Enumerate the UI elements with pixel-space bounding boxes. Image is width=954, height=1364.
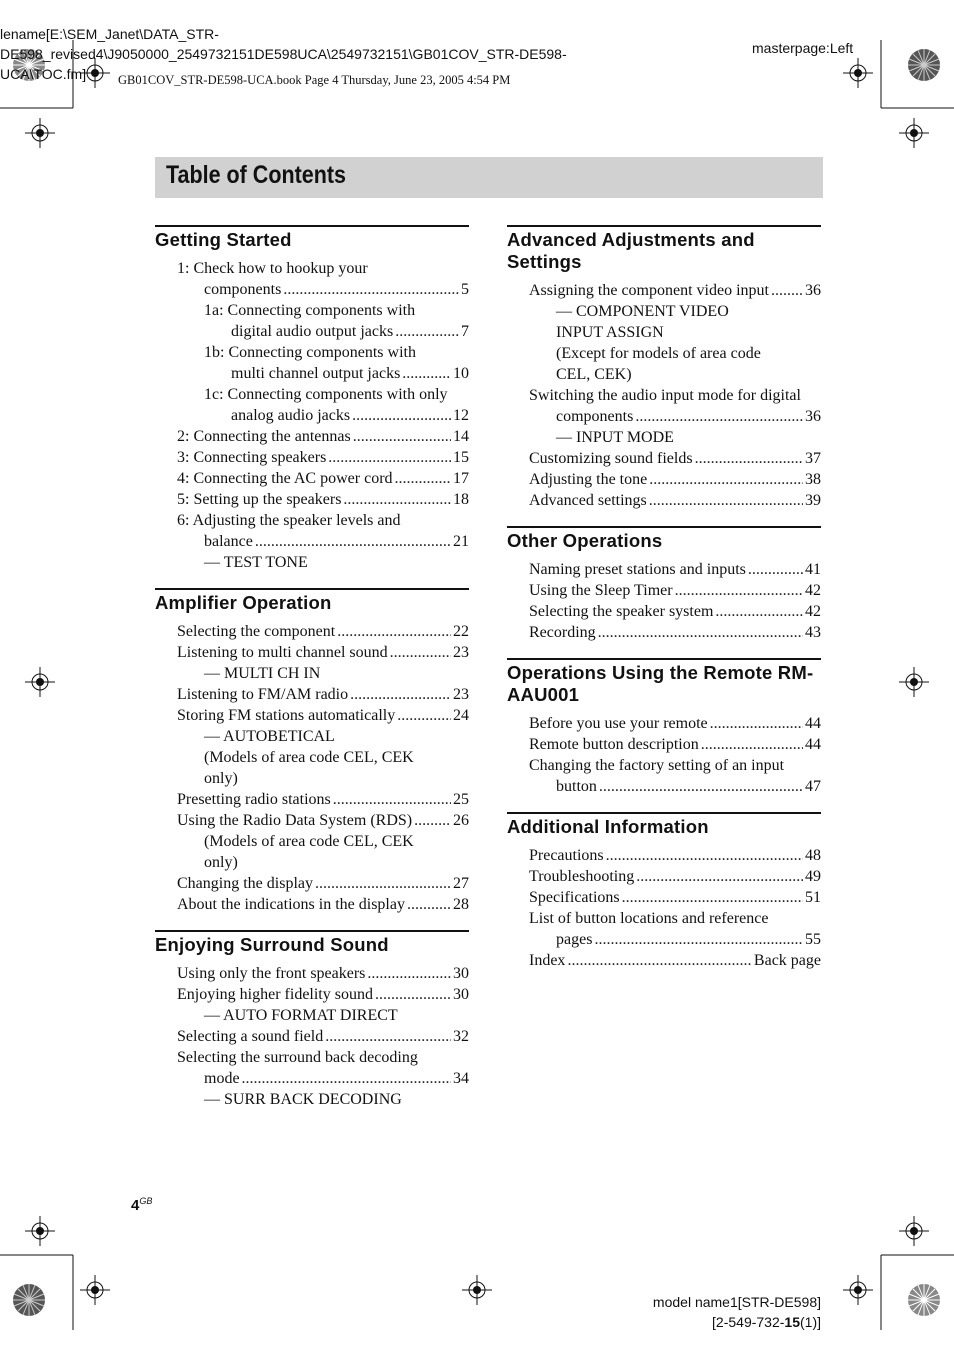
dot-leader [242, 1068, 451, 1089]
toc-page-number: 36 [805, 408, 821, 425]
toc-entry-line [177, 873, 469, 894]
toc-entry-note: — SURR BACK DECODING [204, 1091, 402, 1108]
model-footer [653, 1292, 821, 1332]
dot-leader [397, 705, 451, 726]
toc-entry-text: mode [204, 1070, 240, 1087]
toc-page-number: 48 [805, 847, 821, 864]
toc-entry-text: 3: Connecting speakers [177, 449, 327, 466]
toc-entry[interactable] [507, 755, 821, 797]
toc-page-number: 14 [453, 428, 469, 445]
toc-page-number: 32 [453, 1028, 469, 1045]
toc-page-number: 30 [453, 965, 469, 982]
toc-entry[interactable] [155, 426, 469, 447]
toc-entry-text: About the indications in the display [177, 896, 405, 913]
toc-entry-line [177, 894, 469, 915]
toc-entry-text: components [204, 281, 282, 298]
toc-entry-line [204, 405, 469, 426]
dot-leader [402, 363, 451, 384]
toc-entry[interactable] [507, 866, 821, 887]
toc-entry-text: pages [556, 931, 593, 948]
toc-entry[interactable] [507, 490, 821, 511]
toc-entry[interactable] [155, 1026, 469, 1047]
toc-entry-note: — TEST TONE [204, 554, 308, 571]
toc-section [155, 588, 469, 915]
toc-entry[interactable] [507, 580, 821, 601]
dot-leader [325, 1026, 451, 1047]
page-number [131, 1196, 152, 1214]
toc-entry-text: Listening to FM/AM radio [177, 686, 349, 703]
toc-entry[interactable] [507, 385, 821, 427]
toc-entry[interactable] [155, 963, 469, 984]
dot-leader [599, 776, 803, 797]
toc-entry[interactable] [155, 810, 469, 831]
file-path-line: DE598_revised4\J9050000_2549732151DE598UCA\2549732151\GB01COV_STR-DE598- [0, 46, 567, 62]
toc-entry-note: only) [204, 854, 238, 871]
toc-entry-text: digital audio output jacks [231, 323, 394, 340]
toc-entry-text: multi channel output jacks [231, 365, 401, 382]
registration-crosshair-icon [25, 1216, 55, 1246]
toc-entry-line [529, 734, 821, 755]
dot-leader [622, 887, 803, 908]
registration-crosshair-icon [899, 1216, 929, 1246]
dot-leader [395, 468, 451, 489]
toc-page-number: 18 [453, 491, 469, 508]
toc-page-number: Back page [753, 952, 821, 969]
toc-page-number: 41 [805, 561, 821, 578]
toc-entry-line [529, 385, 821, 406]
toc-entry-text: Index [529, 952, 566, 969]
masterpage-label: masterpage:Left [752, 40, 854, 56]
starburst-mark-icon [12, 1283, 46, 1317]
toc-entry-line [177, 489, 469, 510]
toc-entry-line [529, 755, 821, 776]
toc-page-number: 26 [453, 812, 469, 829]
starburst-mark-icon [907, 48, 941, 82]
toc-entry[interactable] [507, 887, 821, 908]
toc-page-number: 44 [805, 715, 821, 732]
toc-entry[interactable] [155, 705, 469, 726]
toc-entry-text: Switching the audio input mode for digital [529, 387, 801, 404]
toc-entry-line [529, 887, 821, 908]
toc-entry-line [529, 622, 821, 643]
toc-entry-line [204, 384, 469, 405]
toc-entry-line [177, 447, 469, 468]
toc-entry-line [177, 531, 469, 552]
toc-page-number: 21 [453, 533, 469, 550]
toc-entry[interactable] [155, 342, 469, 384]
toc-entry-text: Using the Radio Data System (RDS) [177, 812, 413, 829]
toc-entry[interactable] [155, 384, 469, 426]
registration-crosshair-icon [899, 118, 929, 148]
toc-entry[interactable] [155, 489, 469, 510]
toc-entry-text: Selecting the speaker system [529, 603, 714, 620]
toc-entry-text: Troubleshooting [529, 868, 635, 885]
toc-entry-line [177, 1068, 469, 1089]
toc-section [507, 658, 821, 797]
toc-entry-text: balance [204, 533, 253, 550]
toc-entry-line [529, 950, 821, 971]
toc-entry-text: Assigning the component video input [529, 282, 769, 299]
toc-entry-line [177, 984, 469, 1005]
toc-entry[interactable] [507, 908, 821, 950]
toc-entry-line [177, 279, 469, 300]
dot-leader [315, 873, 451, 894]
dot-leader [636, 866, 803, 887]
toc-page-number: 42 [805, 582, 821, 599]
toc-entry-text: 5: Setting up the speakers [177, 491, 342, 508]
toc-entry[interactable] [507, 734, 821, 755]
toc-entry-line [177, 510, 469, 531]
section-heading: Getting Started [155, 229, 292, 250]
dot-leader [649, 469, 803, 490]
dot-leader [367, 963, 451, 984]
toc-section [155, 930, 469, 1110]
toc-entry-line [529, 469, 821, 490]
toc-entry-text: Precautions [529, 847, 604, 864]
dot-leader [333, 789, 451, 810]
toc-entry-line [177, 621, 469, 642]
toc-page-number: 10 [453, 365, 469, 382]
dot-leader [343, 489, 451, 510]
toc-entry-text: 1a: Connecting components with [204, 302, 416, 319]
toc-entry-text: Using only the front speakers [177, 965, 366, 982]
toc-entry[interactable] [155, 447, 469, 468]
toc-entry-line [177, 642, 469, 663]
toc-section [507, 225, 821, 511]
dot-leader [598, 622, 803, 643]
toc-entry-note: (Except for models of area code [556, 345, 761, 362]
toc-entry-text: Selecting the surround back decoding [177, 1049, 418, 1066]
toc-entry-text: Naming preset stations and inputs [529, 561, 746, 578]
toc-entry-text: Adjusting the tone [529, 471, 648, 488]
dot-leader [748, 559, 803, 580]
toc-page-number: 5 [461, 281, 469, 298]
toc-page-number: 47 [805, 778, 821, 795]
toc-page-number: 24 [453, 707, 469, 724]
dot-leader [255, 531, 451, 552]
toc-page-number: 27 [453, 875, 469, 892]
registration-crosshair-icon [843, 58, 873, 88]
toc-entry-text: Enjoying higher fidelity sound [177, 986, 373, 1003]
dot-leader [594, 929, 803, 950]
dot-leader [715, 601, 803, 622]
section-heading: Additional Information [507, 816, 709, 837]
page-title: Table of Contents [166, 161, 346, 189]
dot-leader [635, 406, 803, 427]
toc-entry-line [529, 845, 821, 866]
toc-entry-line [204, 342, 469, 363]
toc-section [507, 812, 821, 971]
toc-entry-text: Recording [529, 624, 596, 641]
toc-entry-note: CEL, CEK) [556, 366, 632, 383]
dot-leader [675, 580, 803, 601]
toc-entry-line [529, 713, 821, 734]
dot-leader [337, 621, 451, 642]
toc-page-number: 37 [805, 450, 821, 467]
dot-leader [328, 447, 451, 468]
dot-leader [352, 405, 451, 426]
toc-page-number: 25 [453, 791, 469, 808]
toc-entry-text: Storing FM stations automatically [177, 707, 396, 724]
dot-leader [701, 734, 803, 755]
toc-entry-line [529, 601, 821, 622]
dot-leader [606, 845, 803, 866]
toc-entry-line [177, 1026, 469, 1047]
toc-page-number: 55 [805, 931, 821, 948]
toc-page-number: 12 [453, 407, 469, 424]
toc-entry-text: components [556, 408, 634, 425]
registration-crosshair-icon [462, 1275, 492, 1305]
dot-leader [353, 426, 451, 447]
toc-page-number: 38 [805, 471, 821, 488]
toc-entry[interactable] [507, 448, 821, 469]
toc-entry[interactable] [155, 510, 469, 552]
toc-page-number: 43 [805, 624, 821, 641]
dot-leader [350, 684, 451, 705]
toc-page-number: 36 [805, 282, 821, 299]
toc-entry-note: only) [204, 770, 238, 787]
dot-leader [395, 321, 459, 342]
toc-page-number: 30 [453, 986, 469, 1003]
toc-entry-line [204, 300, 469, 321]
page-number-suffix: GB [139, 1196, 153, 1206]
dot-leader [283, 279, 459, 300]
toc-section [155, 225, 469, 573]
toc-entry[interactable] [155, 468, 469, 489]
toc-entry-text: List of button locations and reference [529, 910, 769, 927]
toc-entry-line [177, 705, 469, 726]
toc-entry[interactable] [507, 950, 821, 971]
toc-entry-text: Listening to multi channel sound [177, 644, 388, 661]
toc-entry[interactable] [507, 469, 821, 490]
toc-page-number: 34 [453, 1070, 469, 1087]
toc-entry-text: 1: Check how to hookup your [177, 260, 368, 277]
toc-entry-text: 6: Adjusting the speaker levels and [177, 512, 401, 529]
toc-entry-line [177, 963, 469, 984]
toc-entry-line [529, 280, 821, 301]
dot-leader [375, 984, 451, 1005]
toc-entry[interactable] [507, 845, 821, 866]
registration-crosshair-icon [80, 1275, 110, 1305]
toc-entry[interactable] [155, 621, 469, 642]
toc-entry[interactable] [155, 1047, 469, 1089]
toc-entry-note: — INPUT MODE [556, 429, 674, 446]
toc-entry-line [529, 929, 821, 950]
toc-entry-line [529, 580, 821, 601]
dot-leader [695, 448, 803, 469]
toc-entry-text: Specifications [529, 889, 620, 906]
toc-entry-line [529, 490, 821, 511]
toc-entry-line [177, 258, 469, 279]
toc-entry[interactable] [155, 684, 469, 705]
book-info-line: GB01COV_STR-DE598-UCA.book Page 4 Thursday, June 23, 2005 4:54 PM [118, 73, 511, 87]
toc-entry-note: (Models of area code CEL, CEK [204, 749, 414, 766]
toc-entry-line [529, 559, 821, 580]
toc-entry-line [529, 406, 821, 427]
toc-entry-text: Selecting the component [177, 623, 336, 640]
toc-entry[interactable] [507, 559, 821, 580]
toc-entry-text: 1b: Connecting components with [204, 344, 416, 361]
footer-part-prefix: [2-549-732- [712, 1314, 785, 1330]
toc-entry-note: — COMPONENT VIDEO [556, 303, 729, 320]
toc-entry-text: Using the Sleep Timer [529, 582, 673, 599]
footer-part-suffix: (1)] [800, 1314, 821, 1330]
toc-page-number: 51 [805, 889, 821, 906]
starburst-mark-icon [907, 1283, 941, 1317]
toc-entry-line [529, 448, 821, 469]
toc-entry-text: button [556, 778, 597, 795]
registration-crosshair-icon [25, 118, 55, 148]
toc-entry-text: 2: Connecting the antennas [177, 428, 351, 445]
toc-entry-note: INPUT ASSIGN [556, 324, 664, 341]
section-heading: Other Operations [507, 530, 663, 551]
footer-part-number [653, 1312, 821, 1332]
dot-leader [567, 950, 751, 971]
toc-entry[interactable] [155, 258, 469, 300]
toc-entry-text: Changing the factory setting of an input [529, 757, 785, 774]
toc-entry[interactable] [507, 713, 821, 734]
toc-entry-text: 4: Connecting the AC power cord [177, 470, 393, 487]
toc-page-number: 7 [461, 323, 469, 340]
toc-page-number: 22 [453, 623, 469, 640]
toc-page-number: 49 [805, 868, 821, 885]
dot-leader [771, 280, 803, 301]
section-heading: Amplifier Operation [155, 592, 332, 613]
toc-entry-line [177, 1047, 469, 1068]
toc-section [507, 526, 821, 643]
toc-entry[interactable] [155, 300, 469, 342]
title-bar [155, 157, 823, 198]
toc-entry[interactable] [155, 789, 469, 810]
toc-right-column [507, 225, 821, 986]
toc-entry-note: — AUTOBETICAL [204, 728, 335, 745]
section-heading: Enjoying Surround Sound [155, 934, 389, 955]
toc-entry-note: (Models of area code CEL, CEK [204, 833, 414, 850]
toc-entry-text: Remote button description [529, 736, 699, 753]
toc-page-number: 28 [453, 896, 469, 913]
toc-entry-line [177, 684, 469, 705]
toc-entry-text: Selecting a sound field [177, 1028, 324, 1045]
toc-entry-line [177, 468, 469, 489]
toc-page-number: 15 [453, 449, 469, 466]
page-number-value: 4 [131, 1197, 140, 1214]
toc-entry[interactable] [155, 642, 469, 663]
toc-entry-line [529, 776, 821, 797]
section-heading: Advanced Adjustments and Settings [507, 229, 755, 272]
toc-entry-text: Changing the display [177, 875, 313, 892]
toc-entry[interactable] [155, 984, 469, 1005]
toc-entry-text: 1c: Connecting components with only [204, 386, 448, 403]
registration-crosshair-icon [843, 1275, 873, 1305]
registration-crosshair-icon [25, 667, 55, 697]
toc-entry-line [177, 789, 469, 810]
toc-entry-text: analog audio jacks [231, 407, 351, 424]
toc-entry[interactable] [155, 873, 469, 894]
toc-entry-text: Advanced settings [529, 492, 647, 509]
dot-leader [710, 713, 803, 734]
toc-entry-text: Before you use your remote [529, 715, 708, 732]
toc-entry-line [529, 866, 821, 887]
section-heading: Operations Using the Remote RM-AAU001 [507, 662, 814, 705]
toc-entry-text: Customizing sound fields [529, 450, 693, 467]
toc-page-number: 23 [453, 686, 469, 703]
registration-crosshair-icon [899, 667, 929, 697]
toc-page-number: 17 [453, 470, 469, 487]
toc-page-number: 42 [805, 603, 821, 620]
toc-entry-line [204, 363, 469, 384]
file-path-line: lename[E:\SEM_Janet\DATA_STR- [0, 26, 219, 42]
toc-page-number: 39 [805, 492, 821, 509]
toc-entry-line [529, 908, 821, 929]
dot-leader [390, 642, 451, 663]
footer-model-name: model name1[STR-DE598] [652, 1294, 821, 1310]
file-path-line: UCA\TOC.fm] [0, 66, 87, 82]
toc-entry[interactable] [507, 601, 821, 622]
footer-part-bold: 15 [784, 1314, 800, 1330]
toc-entry[interactable] [507, 622, 821, 643]
dot-leader [649, 490, 803, 511]
toc-page-number: 23 [453, 644, 469, 661]
toc-left-column [155, 225, 469, 1125]
toc-entry-line [177, 426, 469, 447]
toc-entry-note: — MULTI CH IN [204, 665, 321, 682]
toc-entry-text: Presetting radio stations [177, 791, 331, 808]
toc-entry[interactable] [155, 894, 469, 915]
dot-leader [414, 810, 451, 831]
toc-entry-line [204, 321, 469, 342]
toc-page-number: 44 [805, 736, 821, 753]
toc-entry[interactable] [507, 280, 821, 301]
dot-leader [407, 894, 451, 915]
toc-entry-note: — AUTO FORMAT DIRECT [204, 1007, 398, 1024]
toc-entry-line [177, 810, 469, 831]
